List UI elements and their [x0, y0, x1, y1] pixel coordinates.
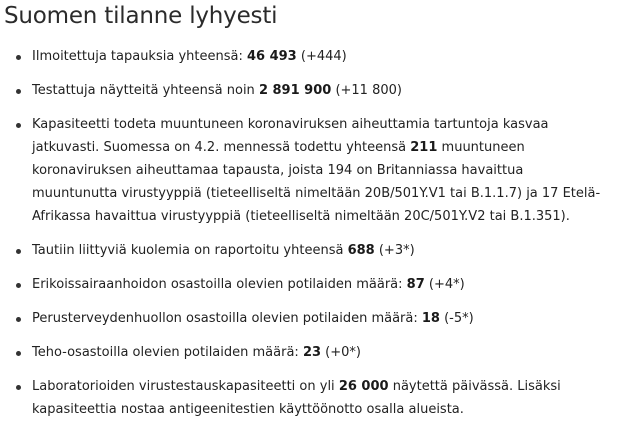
item-text: Tautiin liittyviä kuolemia on raportoitu yhteensä — [32, 243, 348, 258]
item-value: 211 — [410, 140, 438, 155]
item-text: Testattuja näytteitä yhteensä noin — [32, 83, 259, 98]
item-text: Ilmoitettuja tapauksia yhteensä: — [32, 49, 247, 64]
item-text: Erikoissairaanhoidon osastoilla olevien potilaiden määrä: — [32, 277, 407, 292]
item-change: näytettä päivässä. Lisäksi kapasiteettia nostaa antigeenitestien käyttöönotto osalla alueista. — [32, 379, 561, 417]
item-value: 688 — [347, 243, 375, 258]
list-item-lab-capacity — [0, 375, 627, 421]
item-text: Laboratorioiden virustestauskapasiteetti on yli — [32, 379, 339, 394]
item-value: 26 000 — [338, 379, 389, 394]
item-change: (+444) — [296, 49, 347, 64]
item-text: Kapasiteetti todeta muuntuneen koronaviruksen aiheuttamia tartuntoja kasvaa jatkuvasti. Suomessa on 4.2. mennessä todettu yhteensä — [32, 117, 549, 155]
item-text: Teho-osastoilla olevien potilaiden määrä: — [32, 345, 303, 360]
item-change: (+0*) — [321, 345, 361, 360]
item-value: 2 891 900 — [258, 83, 332, 98]
item-value: 46 493 — [246, 49, 297, 64]
item-change: (+4*) — [424, 277, 465, 292]
list-item-specialised-care — [0, 273, 627, 296]
list-item-intensive-care — [0, 341, 627, 364]
item-value: 87 — [406, 277, 425, 292]
list-item-primary-care — [0, 307, 627, 330]
section-heading: Suomen tilanne lyhyesti — [4, 3, 278, 29]
item-change: muuntuneen koronaviruksen aiheuttamaa tapausta, joista 194 on Britanniassa havaittua muuntunutta virustyyppiä (tieteelliseltä nimeltään 20B/501Y.V1 tai B.1.1.7) ja 17 Etelä-Afrikassa havaittua virustyyppiä (tieteelliseltä nimeltään 20C/501Y.V2 tai B.1.351). — [32, 140, 601, 224]
item-change: (+3*) — [374, 243, 415, 258]
item-value: 23 — [302, 345, 322, 360]
list-item-cases — [0, 45, 627, 68]
list-item-variants — [0, 113, 627, 228]
list-item-tests — [0, 79, 627, 102]
item-change: (+11 800) — [331, 83, 402, 98]
item-change: (-5*) — [439, 311, 474, 326]
list-item-deaths — [0, 239, 627, 262]
facts-list — [0, 45, 627, 432]
item-text: Perusterveydenhuollon osastoilla olevien potilaiden määrä: — [32, 311, 422, 326]
item-value: 18 — [421, 311, 440, 326]
